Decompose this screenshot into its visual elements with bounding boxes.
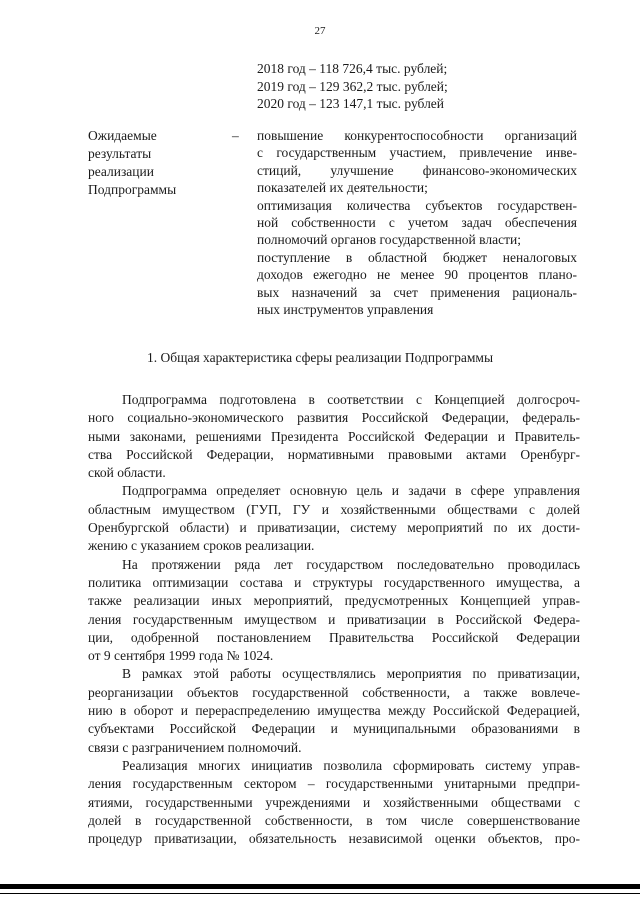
results-label-line: реализации [88, 164, 154, 179]
body-line: также реализации иных мероприятий, предусмотренных Концепцией управ- [88, 593, 580, 609]
body-line: ской области. [88, 465, 166, 481]
body-line: ления государственным сектором – государственными унитарными предпри- [88, 776, 580, 792]
results-label-line: Подпрограммы [88, 182, 177, 197]
results-dash: – [232, 128, 239, 143]
body-line: реорганизации объектов государственной собственности, а также вовлече- [88, 684, 580, 700]
results-text-line: ных инструментов управления [257, 302, 434, 318]
funding-schedule [257, 60, 448, 113]
body-line: ства Российской Федерации, нормативными правовыми актами Оренбург- [88, 446, 580, 462]
body-line: Подпрограмма определяет основную цель и задачи в сфере управления [122, 483, 580, 499]
results-text-line: повышение конкурентоспособности организаций [257, 128, 577, 143]
body-line: политика оптимизации состава и структуры государственного имущества, а [88, 574, 580, 590]
body-line: субъектами Российской Федерации и муниципальными образованиями в [88, 721, 580, 737]
body-text [88, 391, 580, 848]
scan-border-bottom-thin [0, 893, 640, 894]
body-line: жению с указанием сроков реализации. [88, 538, 315, 554]
funding-line-2019: 2019 год – 129 362,2 тыс. рублей; [257, 78, 448, 94]
body-line: ного социально-экономического развития Российской Федерации, федераль- [88, 410, 580, 426]
funding-line-2018: 2018 год – 118 726,4 тыс. рублей; [257, 61, 448, 76]
page-number: 27 [314, 25, 326, 37]
scan-border-bottom [0, 884, 640, 889]
results-text-line: с государственным участием, привлечение инве- [257, 145, 577, 161]
body-line: В рамках этой работы осуществлялись мероприятия по приватизации, [122, 666, 580, 682]
results-description [257, 127, 577, 318]
results-text-line: ной собственности с учетом задач обеспечения [257, 215, 577, 231]
results-label [88, 127, 176, 199]
funding-line-2020: 2020 год – 123 147,1 тыс. рублей [257, 96, 445, 111]
body-line: ятиями, государственными учреждениями и хозяйственными обществами с [88, 794, 580, 810]
results-text-line: доходов ежегодно не менее 90 процентов плано- [257, 267, 577, 283]
body-line: На протяжении ряда лет государством последовательно проводилась [122, 556, 580, 572]
results-text-line: полномочий органов государственной власти; [257, 232, 521, 248]
body-line: Реализация многих инициатив позволила сформировать систему управ- [122, 757, 580, 773]
body-line: процедур приватизации, обязательность независимой оценки объектов, про- [88, 831, 580, 847]
body-line: ции, одобренной постановлением Правительства Российской Федерации [88, 629, 580, 645]
body-line: Оренбургской области) и приватизации, систему мероприятий по их дости- [88, 520, 580, 536]
section-heading: 1. Общая характеристика сферы реализации Подпрограммы [146, 350, 494, 365]
results-text-line: оптимизация количества субъектов государствен- [257, 197, 577, 213]
results-label-line: Ожидаемые [88, 128, 157, 143]
body-line: от 9 сентября 1999 года № 1024. [88, 648, 274, 664]
body-line: связи с разграничением полномочий. [88, 739, 302, 755]
body-line: ления государственным имуществом и приватизации в Российской Федера- [88, 611, 580, 627]
body-line: нию в оборот и перераспределению имущества между Российской Федерацией, [88, 703, 580, 719]
results-text-line: поступление в областной бюджет неналоговых [257, 249, 577, 265]
body-line: долей в государственной собственности, в том числе совершенствование [88, 812, 580, 828]
results-text-line: стиций, улучшение финансово-экономических [257, 162, 577, 178]
results-text-line: вых назначений за счет применения рациональ- [257, 284, 577, 300]
results-label-line: результаты [88, 146, 152, 161]
body-line: областным имуществом (ГУП, ГУ и хозяйственными обществами с долей [88, 501, 580, 517]
body-line: Подпрограмма подготовлена в соответствии с Концепцией долгосроч- [122, 392, 580, 407]
results-text-line: показателей их деятельности; [257, 180, 428, 196]
body-line: ными законами, решениями Президента Российской Федерации и Правитель- [88, 428, 580, 444]
